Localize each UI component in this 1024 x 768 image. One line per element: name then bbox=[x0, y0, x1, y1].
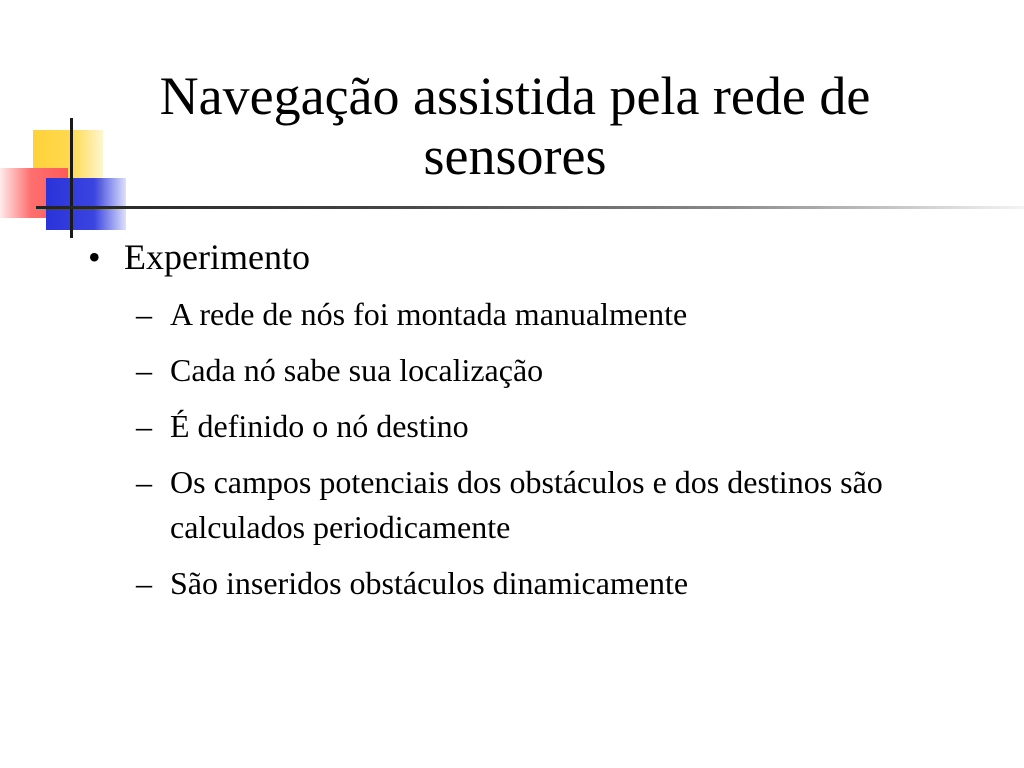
dash-marker: – bbox=[136, 408, 152, 444]
sub-bullet-item bbox=[136, 292, 988, 337]
slide-title bbox=[70, 66, 960, 186]
dash-marker: – bbox=[136, 565, 152, 601]
bullet-marker: • bbox=[88, 237, 101, 277]
sub-bullet-text: São inseridos obstáculos dinamicamente bbox=[170, 565, 689, 601]
dash-marker: – bbox=[136, 464, 152, 500]
sub-bullet-text: Os campos potenciais dos obstáculos e dos destinos são calculados periodicamente bbox=[170, 464, 883, 545]
slide-title-line-1: Navegação assistida pela rede de bbox=[159, 66, 871, 126]
sub-bullet-text: A rede de nós foi montada manualmente bbox=[170, 296, 688, 332]
sub-bullet-item bbox=[136, 404, 988, 449]
sub-bullet-item bbox=[136, 348, 988, 393]
sub-bullet-item bbox=[136, 561, 988, 606]
slide-title-line-2: sensores bbox=[423, 126, 607, 186]
sub-bullet-text: Cada nó sabe sua localização bbox=[170, 352, 544, 388]
dash-marker: – bbox=[136, 296, 152, 332]
title-divider-line bbox=[36, 206, 1024, 209]
sub-bullet-list bbox=[88, 292, 988, 606]
slide-body bbox=[88, 234, 988, 617]
main-bullet-text: Experimento bbox=[124, 237, 310, 277]
sub-bullet-item bbox=[136, 460, 988, 550]
sub-bullet-text: É definido o nó destino bbox=[170, 408, 469, 444]
main-bullet-item bbox=[88, 234, 988, 280]
dash-marker: – bbox=[136, 352, 152, 388]
